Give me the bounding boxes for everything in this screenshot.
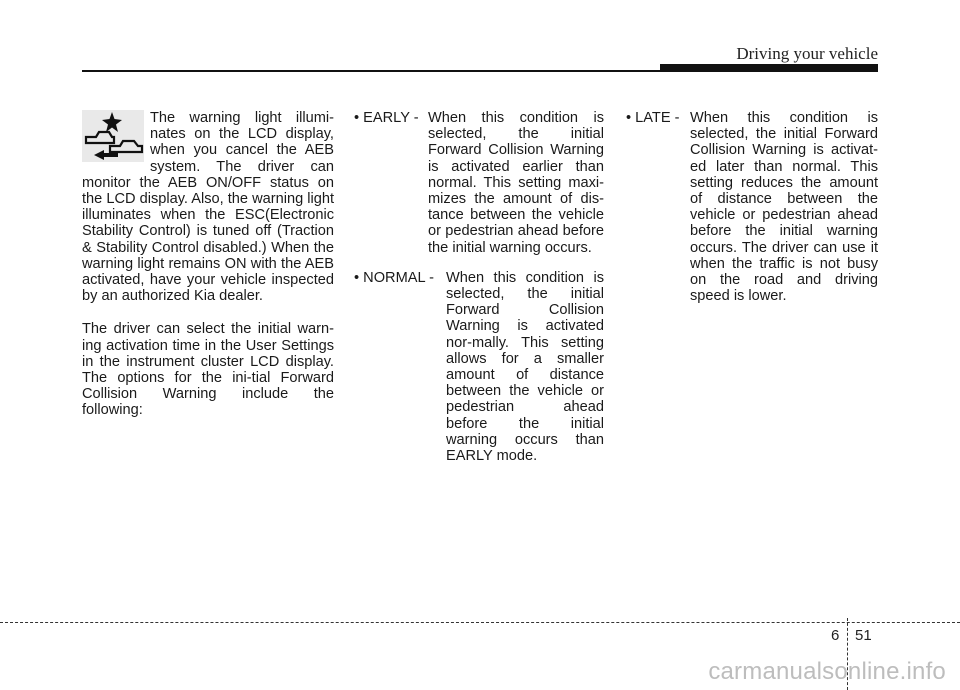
option-late-label: • LATE - (626, 110, 680, 126)
footer-rule (0, 622, 960, 623)
option-normal-text: When this condition is selected, the initial Forward Collision Warning is activated nor-mally. This setting allows for a smaller amount of distance between the vehicle or pedestrian ahead before the initial warning occurs than EARLY mode. (446, 269, 604, 465)
column-right (626, 110, 878, 318)
option-early-label: • EARLY - (354, 110, 419, 126)
chapter-number: 6 (831, 627, 840, 644)
watermark: carmanualsonline.info (708, 658, 946, 685)
column-left (82, 110, 334, 436)
option-early (354, 110, 604, 256)
option-normal (354, 270, 604, 464)
header-rule-accent (660, 64, 878, 72)
warning-timing-paragraph: The driver can select the initial warn-ing activation time in the User Settings in the instrument cluster LCD display. The options for the ini-tial Forward Collision Warning include the following: (82, 321, 334, 419)
header-rule (82, 70, 660, 72)
option-early-text: When this condition is selected, the initial Forward Collision Warning is activated earlier than normal. This setting maxi-mizes the amount of dis-tance between the vehicle or pedestrian ahead before the initial warning occurs. (428, 110, 604, 256)
aeb-off-warning-icon (82, 110, 144, 162)
section-title: Driving your vehicle (736, 44, 878, 63)
option-normal-label: • NORMAL - (354, 269, 434, 286)
aeb-warning-paragraph: The warning light illumi-nates on the LCD display, when you cancel the AEB system. The driver can monitor the AEB ON/OFF status on the LCD display. Also, the warning light illuminates when the ESC(Electronic Stability Control) is tuned off (Traction & Stability Control disabled.) When the warning light remains ON with the AEB activated, have your vehicle inspected by an authorized Kia dealer. (82, 110, 335, 305)
page-number: 51 (855, 627, 872, 644)
column-middle (354, 110, 604, 478)
option-late-text: When this condition is selected, the initial Forward Collision Warning is activat-ed later than normal. This setting reduces the amount of distance between the vehicle or pedestrian ahead before the initial warning occurs. The driver can use it when the traffic is not busy on the road and driving speed is lower. (690, 110, 878, 305)
option-late (626, 110, 878, 304)
